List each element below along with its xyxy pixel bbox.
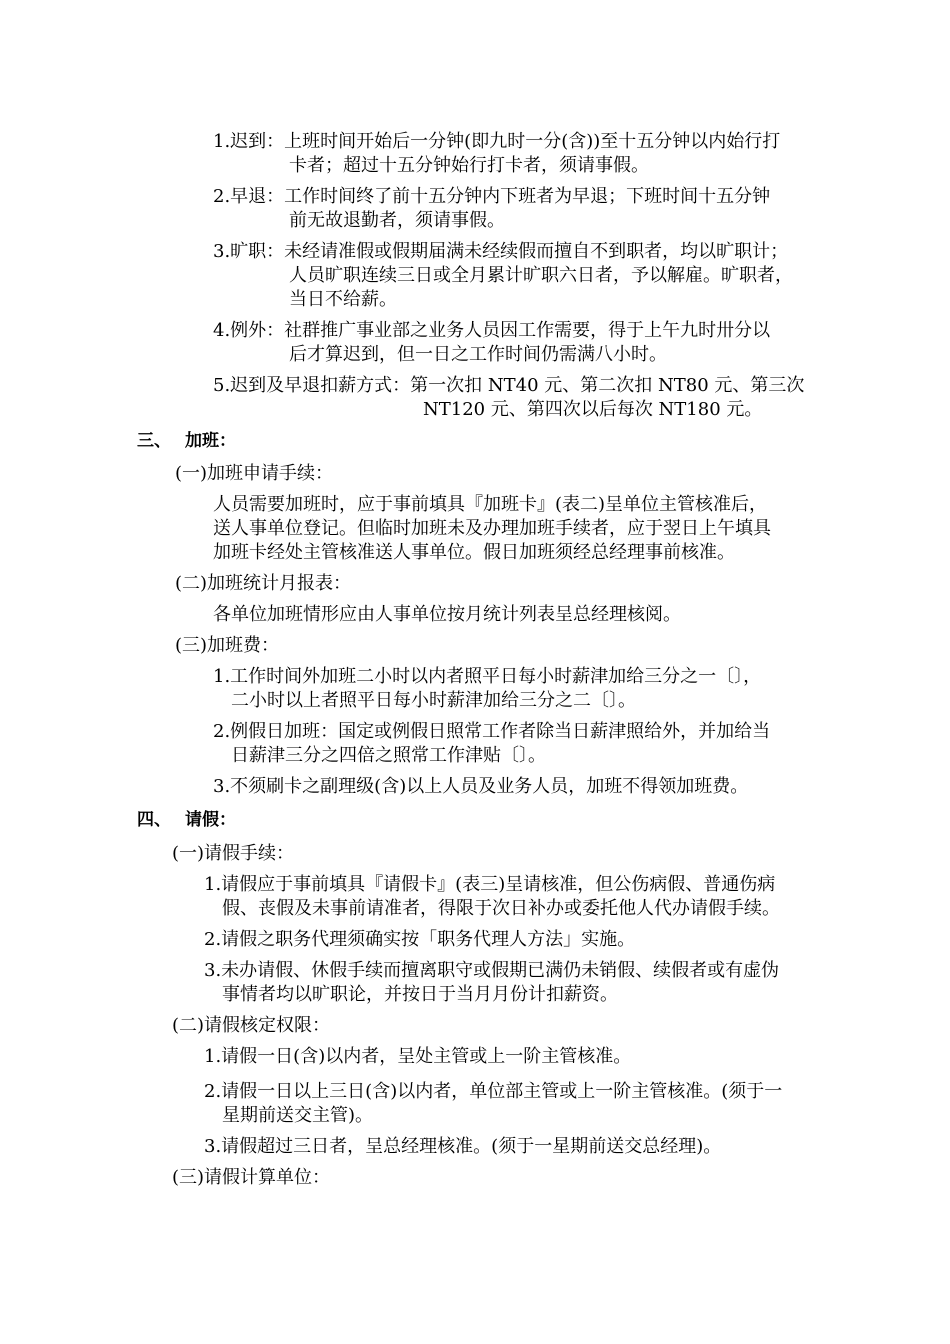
- leave-authority-item2-line1: 2.请假一日以上三日(含)以内者，单位部主管或上一阶主管核准。(须于一: [204, 1081, 783, 1102]
- leave-procedure-title: (一)请假手续：: [172, 843, 295, 864]
- overtime-pay-item1-line2: 二小时以上者照平日每小时薪津加给三分之二〔〕。: [231, 690, 636, 711]
- overtime-report-para: 各单位加班情形应由人事单位按月统计列表呈总经理核阅。: [213, 604, 681, 625]
- absence-rule-line3: 当日不给薪。: [289, 289, 397, 310]
- section-number: 三、: [137, 431, 171, 451]
- overtime-report-title: (二)加班统计月报表：: [175, 573, 352, 594]
- late-rule-line1: 1.迟到：上班时间开始后一分钟(即九时一分(含))至十五分钟以内始行打: [213, 131, 781, 152]
- section-title: 请假：: [185, 810, 236, 830]
- leave-procedure-item3-line2: 事情者均以旷职论，并按日于当月月份计扣薪资。: [222, 984, 618, 1005]
- leave-authority-item1: 1.请假一日(含)以内者，呈处主管或上一阶主管核准。: [204, 1046, 632, 1067]
- overtime-application-para-line2: 送人事单位登记。但临时加班未及办理加班手续者，应于翌日上午填具: [213, 518, 771, 539]
- late-rule-line2: 卡者；超过十五分钟始行打卡者，须请事假。: [289, 155, 649, 176]
- overtime-application-para-line3: 加班卡经处主管核准送人事单位。假日加班须经总经理事前核准。: [213, 542, 735, 563]
- section-heading-overtime: [137, 429, 236, 453]
- deduction-rule-line2: NT120 元、第四次以后每次 NT180 元。: [423, 399, 763, 420]
- section-number: 四、: [137, 810, 171, 830]
- exception-rule-line1: 4.例外：社群推广事业部之业务人员因工作需要，得于上午九时卅分以: [213, 320, 771, 341]
- early-leave-rule-line1: 2.早退：工作时间终了前十五分钟内下班者为早退；下班时间十五分钟: [213, 186, 771, 207]
- overtime-application-title: (一)加班申请手续：: [175, 463, 334, 484]
- overtime-application-para-line1: 人员需要加班时，应于事前填具『加班卡』(表二)呈单位主管核准后，: [213, 494, 768, 515]
- early-leave-rule-line2: 前无故退勤者，须请事假。: [289, 210, 505, 231]
- overtime-pay-item3: 3.不须刷卡之副理级(含)以上人员及业务人员，加班不得领加班费。: [213, 776, 749, 797]
- overtime-pay-item2-line2: 日薪津三分之四倍之照常工作津贴〔〕。: [231, 745, 546, 766]
- exception-rule-line2: 后才算迟到，但一日之工作时间仍需满八小时。: [289, 344, 667, 365]
- leave-procedure-item1-line1: 1.请假应于事前填具『请假卡』(表三)呈请核准，但公伤病假、普通伤病: [204, 874, 776, 895]
- leave-procedure-item2: 2.请假之职务代理须确实按「职务代理人方法」实施。: [204, 929, 636, 950]
- overtime-pay-item2-line1: 2.例假日加班：国定或例假日照常工作者除当日薪津照给外，并加给当: [213, 721, 771, 742]
- leave-unit-title: (三)请假计算单位：: [172, 1167, 331, 1188]
- deduction-rule-line1: 5.迟到及早退扣薪方式：第一次扣 NT40 元、第二次扣 NT80 元、第三次: [213, 375, 805, 396]
- absence-rule-line2: 人员旷职连续三日或全月累计旷职六日者，予以解雇。旷职者，: [289, 265, 793, 286]
- overtime-pay-title: (三)加班费：: [175, 635, 280, 656]
- leave-procedure-item3-line1: 3.未办请假、休假手续而擅离职守或假期已满仍未销假、续假者或有虚伪: [204, 960, 780, 981]
- leave-authority-title: (二)请假核定权限：: [172, 1015, 331, 1036]
- overtime-pay-item1-line1: 1.工作时间外加班二小时以内者照平日每小时薪津加给三分之一〔〕，: [213, 666, 762, 687]
- leave-authority-item3: 3.请假超过三日者，呈总经理核准。(须于一星期前送交总经理)。: [204, 1136, 722, 1157]
- leave-authority-item2-line2: 星期前送交主管)。: [222, 1105, 374, 1126]
- section-heading-leave: [137, 808, 236, 832]
- leave-procedure-item1-line2: 假、丧假及未事前请准者，得限于次日补办或委托他人代办请假手续。: [222, 898, 780, 919]
- section-title: 加班：: [185, 431, 236, 451]
- absence-rule-line1: 3.旷职：未经请准假或假期届满未经续假而擅自不到职者，均以旷职计；: [213, 241, 789, 262]
